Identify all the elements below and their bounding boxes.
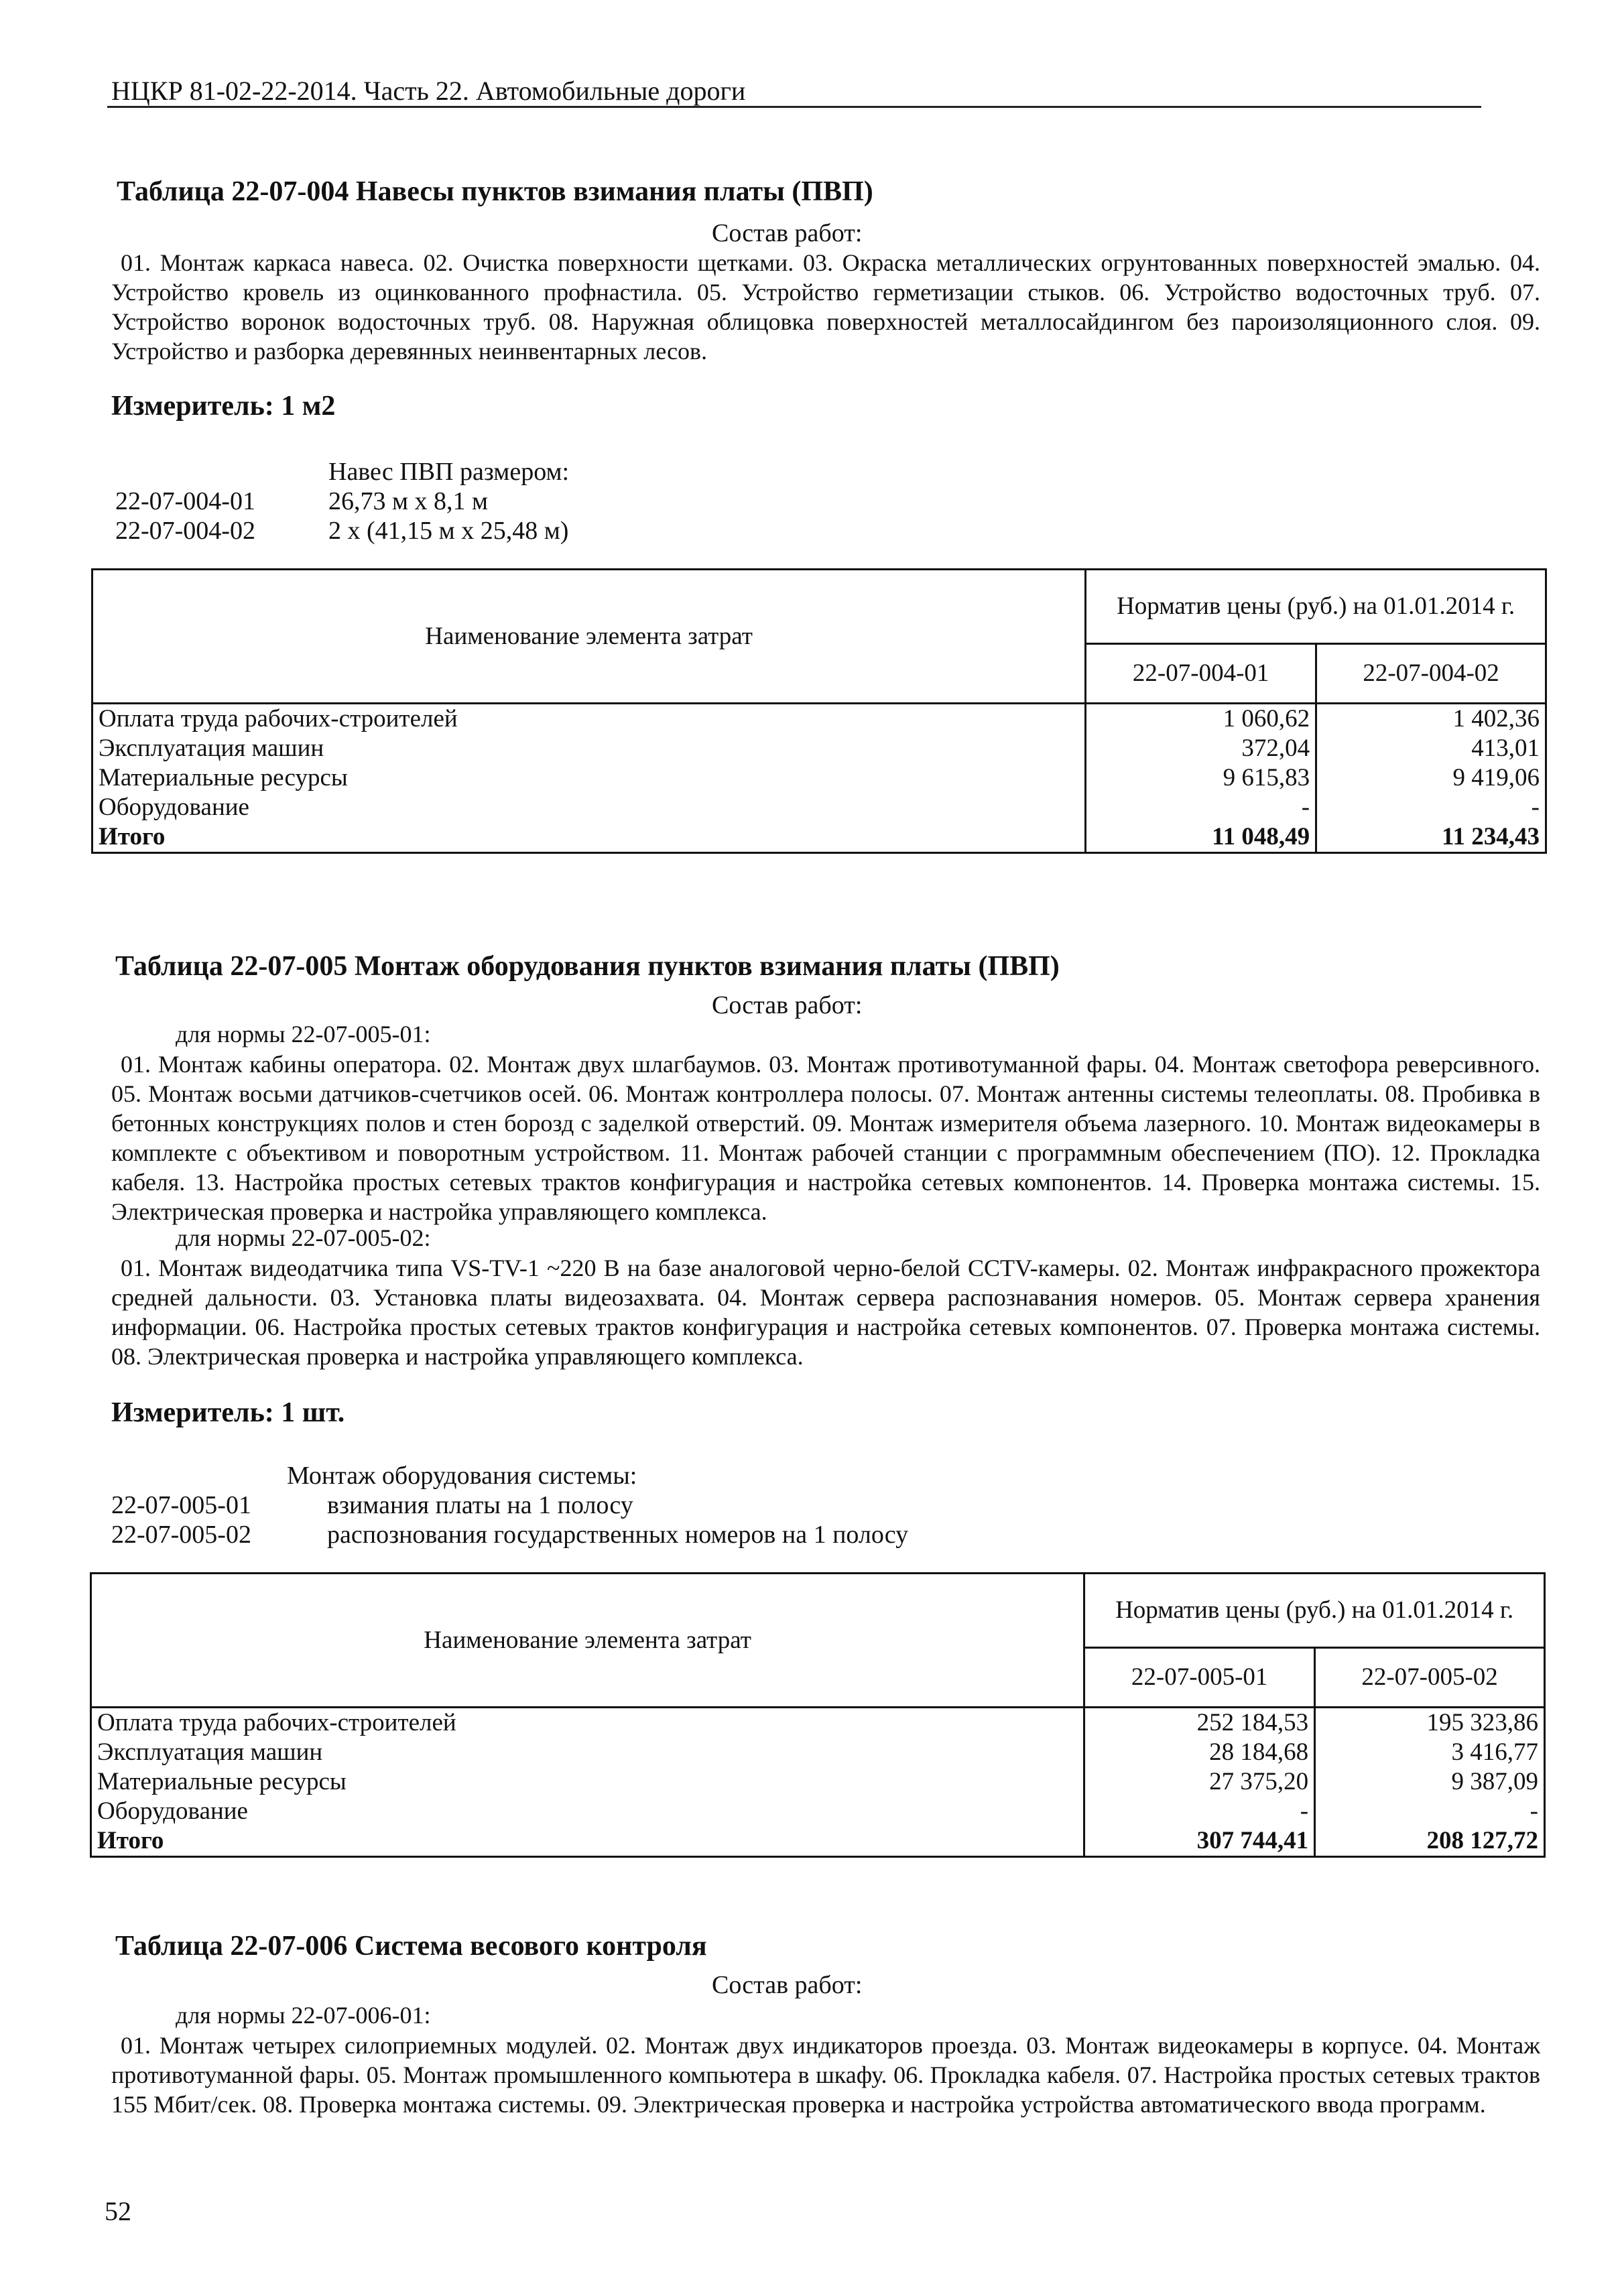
table-005-item-text: распознования государственных номеров на 1 полосу — [327, 1521, 909, 1549]
column-header-code: 22-07-004-01 — [1086, 644, 1316, 704]
running-header: НЦКР 81-02-22-2014. Часть 22. Автомобильные дороги — [111, 76, 746, 106]
table-005-norm1-text: 01. Монтаж кабины оператора. 02. Монтаж двух шлагбаумов. 03. Монтаж противотуманной фары. 04. Монтаж светофора реверсивного. 05. Монтаж восьми датчиков-счетчиков осей. 06. Монтаж контроллера полосы. 07. Монтаж антенны системы телеоплаты. 08. Пробивка в бетонных конструкциях полов и стен борозд с заделкой отверстий. 09. Монтаж измерителя объема лазерного. 10. Монтаж видеокамеры в комплекте с объективом и поворотным устройством. 11. Монтаж рабочей станции с программным обеспечением (ПО). 12. Прокладка кабеля. 13. Настройка простых сетевых трактов конфигурация и настройка сетевых компонентов. 14. Проверка монтажа системы. 15. Электрическая проверка и настройка управляющего комплекса. — [111, 1051, 1540, 1225]
table-row — [92, 793, 1546, 822]
cell-value: 372,04 — [1086, 734, 1316, 763]
table-006-title: Таблица 22-07-006 Система весового контроля — [115, 1931, 707, 1962]
table-row — [92, 763, 1546, 793]
column-header-code: 22-07-005-01 — [1084, 1648, 1315, 1708]
page-number: 52 — [105, 2196, 131, 2226]
cell-value: - — [1084, 1797, 1315, 1826]
column-header-code: 22-07-005-02 — [1315, 1648, 1545, 1708]
total-value: 208 127,72 — [1315, 1826, 1545, 1857]
table-row — [91, 1738, 1545, 1767]
table-004-composition-label: Состав работ: — [712, 219, 863, 247]
row-label: Оборудование — [91, 1797, 1084, 1826]
cell-value: 3 416,77 — [1315, 1738, 1545, 1767]
total-value: 307 744,41 — [1084, 1826, 1315, 1857]
total-label: Итого — [91, 1826, 1084, 1857]
table-row — [92, 734, 1546, 763]
cell-value: - — [1086, 793, 1316, 822]
table-005-title: Таблица 22-07-005 Монтаж оборудования пунктов взимания платы (ПВП) — [115, 951, 1060, 982]
cell-value: 9 387,09 — [1315, 1767, 1545, 1797]
cell-value: 413,01 — [1316, 734, 1546, 763]
table-005-norm1-label: для нормы 22-07-005-01: — [176, 1021, 431, 1047]
cell-value: 28 184,68 — [1084, 1738, 1315, 1767]
cell-value: - — [1316, 793, 1546, 822]
table-total-row — [92, 822, 1546, 853]
table-005-norm2-text: 01. Монтаж видеодатчика типа VS-TV-1 ~220 В на базе аналоговой черно-белой CCTV-камеры. 02. Монтаж инфракрасного прожектора средней дальности. 03. Установка платы видеозахвата. 04. Монтаж сервера распознавания номеров. 05. Монтаж сервера хранения информации. 06. Настройка простых сетевых трактов конфигурация и настройка сетевых компонентов. 07. Проверка монтажа системы. 08. Электрическая проверка и настройка управляющего комплекса. — [111, 1255, 1540, 1370]
cell-value: 252 184,53 — [1084, 1708, 1315, 1738]
table-004-item-code: 22-07-004-01 — [115, 487, 255, 515]
table-005-measure: Измеритель: 1 шт. — [111, 1397, 345, 1428]
table-006-composition-label: Состав работ: — [712, 1971, 863, 1999]
row-label: Оборудование — [92, 793, 1086, 822]
column-header-name: Наименование элемента затрат — [91, 1574, 1084, 1708]
table-004-measure: Измеритель: 1 м2 — [111, 391, 336, 422]
header-rule — [107, 106, 1481, 108]
table-row — [91, 1708, 1545, 1738]
cell-value: 195 323,86 — [1315, 1708, 1545, 1738]
total-value: 11 234,43 — [1316, 822, 1546, 853]
cell-value: 9 615,83 — [1086, 763, 1316, 793]
cell-value: 9 419,06 — [1316, 763, 1546, 793]
row-label: Оплата труда рабочих-строителей — [92, 704, 1086, 735]
total-label: Итого — [92, 822, 1086, 853]
table-004-title: Таблица 22-07-004 Навесы пунктов взимания платы (ПВП) — [117, 176, 873, 207]
column-header-norm: Норматив цены (руб.) на 01.01.2014 г. — [1086, 570, 1546, 644]
table-005-group-label: Монтаж оборудования системы: — [287, 1462, 637, 1490]
table-004-cost-table — [91, 568, 1547, 854]
table-006-norm1-text: 01. Монтаж четырех силоприемных модулей. 02. Монтаж двух индикаторов проезда. 03. Монтаж видеокамеры в корпусе. 04. Монтаж противотуманной фары. 05. Монтаж промышленного компьютера в шкафу. 06. Прокладка кабеля. 07. Настройка простых сетевых трактов 155 Мбит/сек. 08. Проверка монтажа системы. 09. Электрическая проверка и настройка устройства автоматического ввода программ. — [111, 2032, 1540, 2118]
column-header-code: 22-07-004-02 — [1316, 644, 1546, 704]
table-004-item-text: 2 х (41,15 м х 25,48 м) — [328, 517, 569, 545]
row-label: Эксплуатация машин — [91, 1738, 1084, 1767]
total-value: 11 048,49 — [1086, 822, 1316, 853]
column-header-norm: Норматив цены (руб.) на 01.01.2014 г. — [1084, 1574, 1545, 1648]
table-004-item-code: 22-07-004-02 — [115, 517, 255, 545]
cell-value: - — [1315, 1797, 1545, 1826]
table-total-row — [91, 1826, 1545, 1857]
table-004-item-text: 26,73 м х 8,1 м — [328, 487, 489, 515]
row-label: Материальные ресурсы — [91, 1767, 1084, 1797]
table-004-group-label: Навес ПВП размером: — [328, 458, 570, 486]
cell-value: 1 060,62 — [1086, 704, 1316, 735]
table-005-item-code: 22-07-005-02 — [111, 1521, 251, 1549]
table-004-composition: 01. Монтаж каркаса навеса. 02. Очистка поверхности щетками. 03. Окраска металлических огрунтованных поверхностей эмалью. 04. Устройство кровель из оцинкованного профнастила. 05. Устройство герметизации стыков. 06. Устройство водосточных труб. 07. Устройство воронок водосточных труб. 08. Наружная облицовка поверхностей металлосайдингом без пароизоляционного слоя. 09. Устройство и разборка деревянных неинвентарных лесов. — [111, 249, 1540, 365]
table-005-composition-label: Состав работ: — [712, 991, 863, 1019]
table-row — [92, 704, 1546, 735]
table-005-item-text: взимания платы на 1 полосу — [327, 1491, 633, 1519]
cell-value: 27 375,20 — [1084, 1767, 1315, 1797]
row-label: Эксплуатация машин — [92, 734, 1086, 763]
row-label: Оплата труда рабочих-строителей — [91, 1708, 1084, 1738]
table-005-item-code: 22-07-005-01 — [111, 1491, 251, 1519]
column-header-name: Наименование элемента затрат — [92, 570, 1086, 704]
table-005-norm2-label: для нормы 22-07-005-02: — [176, 1224, 431, 1251]
table-006-norm1-label: для нормы 22-07-006-01: — [176, 2002, 431, 2029]
cell-value: 1 402,36 — [1316, 704, 1546, 735]
row-label: Материальные ресурсы — [92, 763, 1086, 793]
table-005-cost-table — [90, 1572, 1546, 1858]
table-row — [91, 1797, 1545, 1826]
table-row — [91, 1767, 1545, 1797]
